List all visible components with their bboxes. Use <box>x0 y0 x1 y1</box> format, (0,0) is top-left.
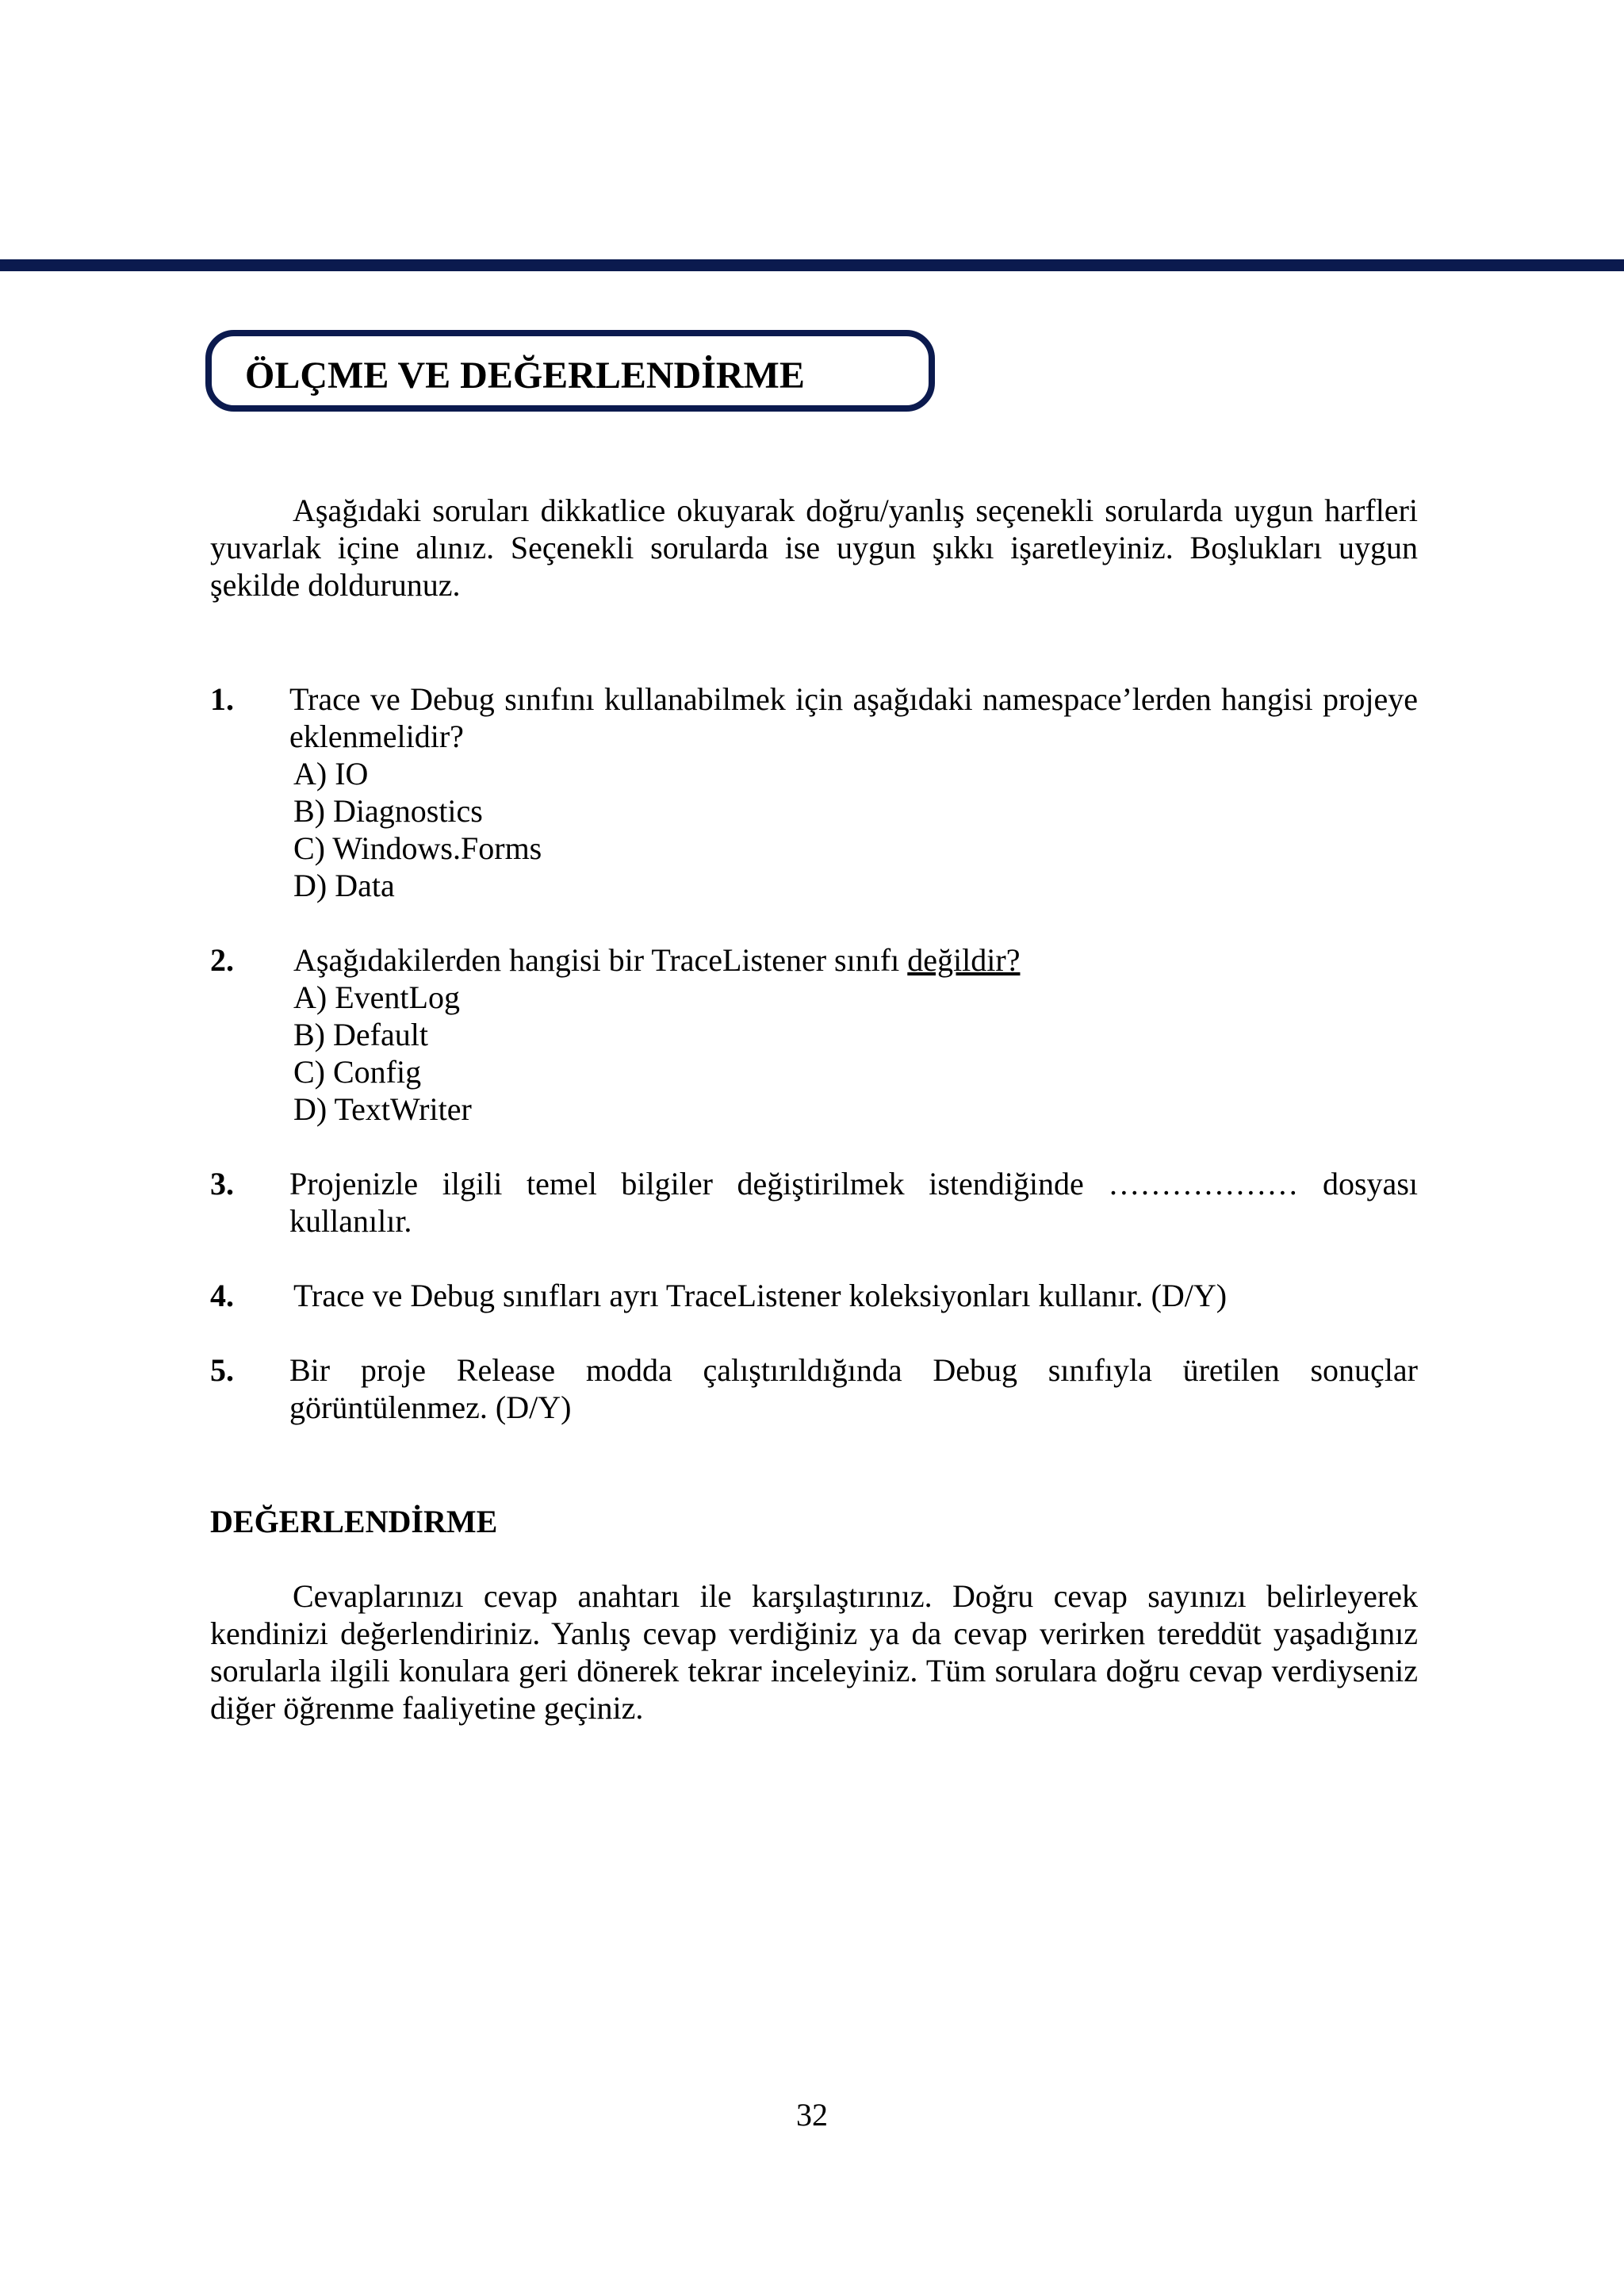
question-number: 4. <box>210 1278 234 1313</box>
option-b: B) Default <box>293 1017 428 1052</box>
title-frame <box>205 330 935 412</box>
question-2 <box>210 941 1418 1128</box>
question-number: 2. <box>210 942 234 978</box>
page-number: 32 <box>796 2097 828 2133</box>
question-text: Bir proje Release modda çalıştırıldığında Debug sınıfıyla üretilen sonuçlar görüntülenmez. (D/Y) <box>289 1352 1418 1425</box>
option-d: D) Data <box>293 868 395 903</box>
evaluation-paragraph: Cevaplarınızı cevap anahtarı ile karşılaştırınız. Doğru cevap sayınızı belirleyerek kendinizi değerlendiriniz. Yanlış cevap verdiğiniz ya da cevap verirken tereddüt yaşadığınız sorularla ilgili konulara geri dönerek tekrar inceleyiniz. Tüm sorulara doğru cevap verdiyseniz diğer öğrenme faaliyetine geçiniz. <box>210 1578 1418 1726</box>
question-text: Trace ve Debug sınıfları ayrı TraceListener koleksiyonları kullanır. (D/Y) <box>293 1278 1228 1313</box>
question-text-main: Aşağıdakilerden hangisi bir TraceListener sınıfı <box>293 942 908 978</box>
question-text: Trace ve Debug sınıfını kullanabilmek için aşağıdaki namespace’lerden hangisi projeye eklenmelidir? <box>289 681 1418 754</box>
evaluation-heading: DEĞERLENDİRME <box>210 1504 498 1539</box>
option-d: D) TextWriter <box>293 1091 472 1127</box>
question-text: Projenizle ilgili temel bilgiler değiştirilmek istendiğinde ……………… dosyası kullanılır. <box>289 1166 1418 1239</box>
option-c: C) Windows.Forms <box>293 830 542 866</box>
question-number: 1. <box>210 681 234 717</box>
question-3 <box>210 1165 1418 1240</box>
question-text <box>289 941 1418 979</box>
option-b: B) Diagnostics <box>293 793 483 829</box>
question-text-underlined: değildir? <box>907 942 1021 978</box>
intro-paragraph: Aşağıdaki soruları dikkatlice okuyarak doğru/yanlış seçenekli sorularda uygun harfleri yuvarlak içine alınız. Seçenekli sorularda ise uygun şıkkı işaretleyiniz. Boşlukları uygun şekilde doldurunuz. <box>210 493 1418 603</box>
header-rule <box>0 259 1624 271</box>
option-a: A) EventLog <box>293 979 460 1015</box>
document-body <box>210 492 1418 1727</box>
question-5 <box>210 1351 1418 1426</box>
question-number: 5. <box>210 1352 234 1388</box>
option-a: A) IO <box>293 756 369 791</box>
page-title: ÖLÇME VE DEĞERLENDİRME <box>245 355 805 397</box>
question-number: 3. <box>210 1166 234 1202</box>
option-c: C) Config <box>293 1054 422 1090</box>
question-4 <box>210 1277 1418 1314</box>
question-1 <box>210 680 1418 904</box>
